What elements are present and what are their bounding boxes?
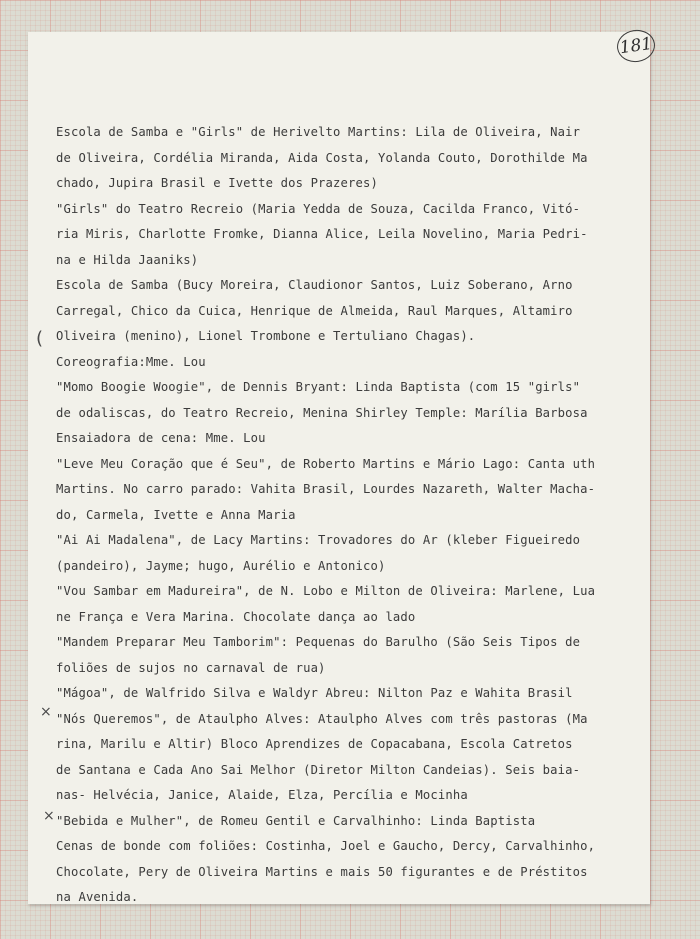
text-line: de odaliscas, do Teatro Recreio, Menina Shirley Temple: Marília Barbosa	[56, 405, 588, 420]
text-line: "Momo Boogie Woogie", de Dennis Bryant: Linda Baptista (com 15 "girls"	[56, 380, 581, 394]
text-line: Ensaiadora de cena: Mme. Lou	[56, 431, 266, 445]
text-line: de Oliveira, Cordélia Miranda, Aida Costa, Yolanda Couto, Dorothilde Ma	[56, 150, 588, 165]
text-line: ne França e Vera Marina. Chocolate dança ao lado	[56, 609, 416, 624]
page-number: 181	[618, 33, 654, 59]
text-line: "Mandem Preparar Meu Tamborim": Pequenas do Barulho (São Seis Tipos de	[56, 635, 581, 649]
text-line: Cenas de bonde com foliões: Costinha, Joel e Gaucho, Dercy, Carvalhinho,	[56, 839, 596, 853]
text-line: na Avenida.	[56, 890, 139, 904]
text-line: do, Carmela, Ivette e Anna Maria	[56, 507, 296, 522]
text-line: "Nós Queremos", de Ataulpho Alves: Ataulpho Alves com três pastoras (Ma	[56, 711, 588, 726]
text-line: ria Miris, Charlotte Fromke, Dianna Alice, Leila Novelino, Maria Pedri-	[56, 227, 588, 241]
text-line: rina, Marilu e Altir) Bloco Aprendizes de Copacabana, Escola Catretos	[56, 737, 573, 751]
text-line: Escola de Samba (Bucy Moreira, Claudionor Santos, Luiz Soberano, Arno	[56, 278, 573, 292]
text-line: Martins. No carro parado: Vahita Brasil, Lourdes Nazareth, Walter Macha-	[56, 482, 596, 496]
text-line: na e Hilda Jaaniks)	[56, 252, 199, 267]
text-line: foliões de sujos no carnaval de rua)	[56, 660, 326, 675]
text-line: Oliveira (menino), Lionel Trombone e Tertuliano Chagas).	[56, 329, 476, 343]
text-line: Carregal, Chico da Cuica, Henrique de Almeida, Raul Marques, Altamiro	[56, 303, 573, 318]
text-line: Chocolate, Pery de Oliveira Martins e mais 50 figurantes e de Préstitos	[56, 864, 588, 879]
text-line: "Bebida e Mulher", de Romeu Gentil e Carvalhinho: Linda Baptista	[56, 813, 536, 828]
text-line: Escola de Samba e "Girls" de Herivelto Martins: Lila de Oliveira, Nair	[56, 125, 581, 139]
text-line: chado, Jupira Brasil e Ivette dos Prazeres)	[56, 176, 378, 190]
handwritten-cross-mark: ×	[43, 808, 55, 824]
text-line: "Ai Ai Madalena", de Lacy Martins: Trovadores do Ar (kleber Figueiredo	[56, 533, 581, 547]
text-line: de Santana e Cada Ano Sai Melhor (Diretor Milton Candeias). Seis baia-	[56, 762, 581, 777]
text-line: nas- Helvécia, Janice, Alaide, Elza, Percília e Mocinha	[56, 788, 468, 802]
handwritten-cross-mark: ×	[40, 704, 52, 720]
text-line: "Leve Meu Coração que é Seu", de Roberto Martins e Mário Lago: Canta uth	[56, 456, 596, 471]
text-line: "Mágoa", de Walfrido Silva e Waldyr Abreu: Nilton Paz e Wahita Brasil	[56, 686, 573, 700]
text-line: "Vou Sambar em Madureira", de N. Lobo e Milton de Oliveira: Marlene, Lua	[56, 584, 596, 598]
typed-text-body	[56, 120, 616, 911]
text-line: Coreografia:Mme. Lou	[56, 354, 206, 369]
text-line: "Girls" do Teatro Recreio (Maria Yedda de Souza, Cacilda Franco, Vitó-	[56, 201, 581, 216]
text-line: (pandeiro), Jayme; hugo, Aurélio e Antonico)	[56, 558, 386, 573]
handwritten-bracket-mark: (	[36, 328, 44, 349]
